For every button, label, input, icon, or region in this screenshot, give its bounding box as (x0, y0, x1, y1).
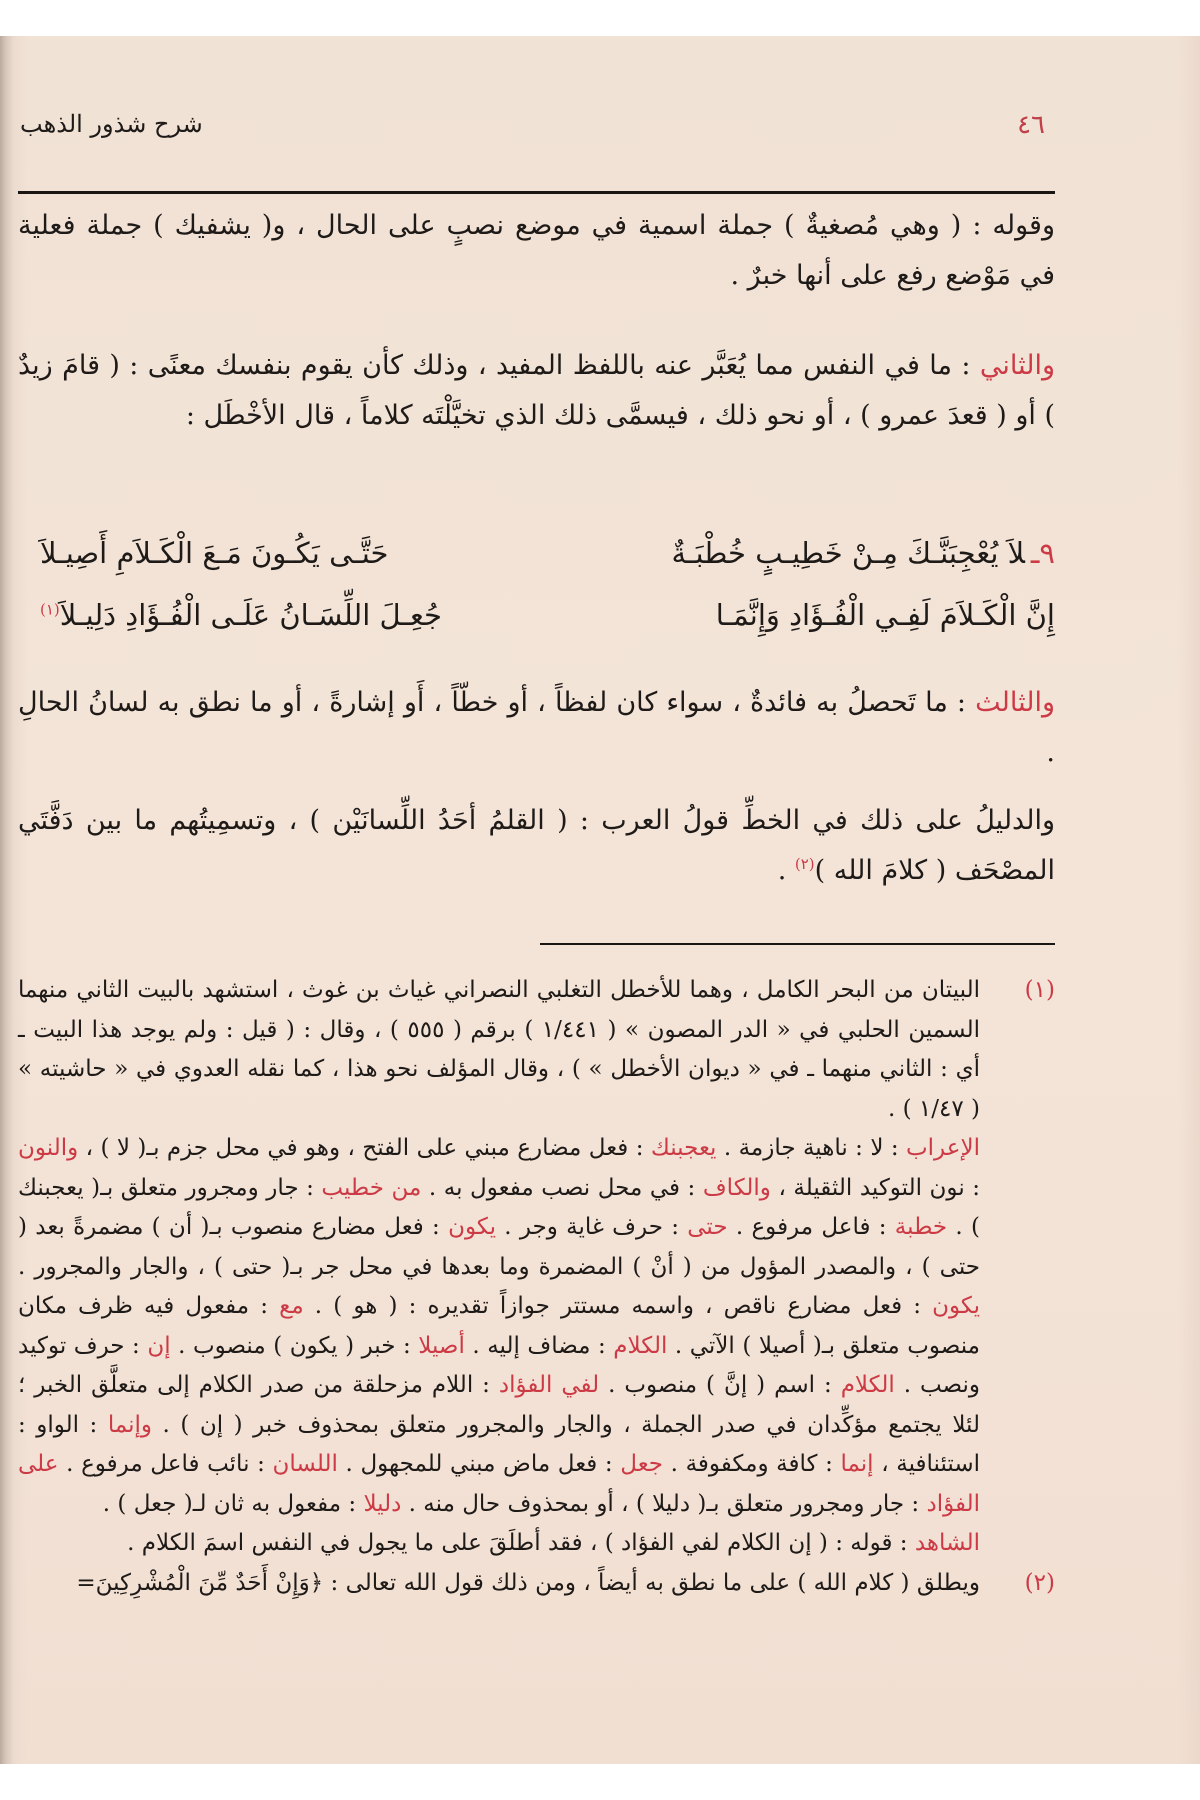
footnote-2 (18, 1564, 1055, 1604)
footnote-1 (18, 971, 1055, 1564)
footnote-divider (540, 943, 1055, 945)
text-run: والدليلُ على ذلك في الخطِّ قولُ العرب : ( القلمُ أحَدُ اللِّسانَيْن ) ، وتسمِيتُهم ما بين دَفَّتَي المصْحَف ( كلامَ الله ) (18, 805, 1055, 886)
text-run: : فعل مضارع ناقص ، واسمه مستتر جوازاً تقديره : ( هو ) . (303, 1293, 933, 1319)
footnote-marker: (١) (1024, 977, 1055, 1003)
highlighted-term: على الفؤاد (18, 1451, 980, 1517)
page-header (18, 108, 1055, 152)
text-run: : اسم ( إنَّ ) منصوب . (599, 1372, 841, 1398)
text-run: : حرف غاية وجر . (495, 1214, 688, 1240)
text-run: : مضاف إليه . (464, 1332, 614, 1359)
text-run: : جار ومجرور متعلق بـ( دليلا ) ، أو بمحذوف حال منه . (401, 1490, 927, 1517)
text-run: : في محل نصب مفعول به . (421, 1174, 703, 1201)
text-run: وقوله : ( وهي مُصغيةٌ ) جملة اسمية في موضع نصبٍ على الحال ، و( يشفيك ) جملة فعلية في مَوْضع رفع على أنها خبرٌ . (18, 210, 1055, 291)
hemistich-first (555, 528, 1055, 578)
highlighted-term: الكلام (840, 1372, 895, 1398)
highlighted-term: والكاف (702, 1174, 771, 1201)
text-run: : كافة ومكفوفة . (663, 1451, 841, 1477)
hemistich-second (40, 590, 510, 640)
text-run: : فعل ماض مبني للمجهول . (337, 1451, 621, 1477)
text-run: البيتان من البحر الكامل ، وهما للأخطل التغلبي النصراني غياث بن غوث ، استشهد بالبيت الثاني منهما السمين الحلبي في « الدر المصون » ( ١/٤٤١ ) برقم ( ٥٥٥ ) ، وقال : ( قيل : ولم يوجد هذا البيت ـ أي : الثاني منهما ـ في « ديوان الأخطل » ) ، وقال المؤلف نحو هذا ، كما نقله العدوي في « حاشيته » ( ١/٤٧ ) . (18, 977, 980, 1122)
text-run: : ما تَحصلُ به فائدةٌ ، سواء كان لفظاً ، أو خطّاً ، أَو إشارةً ، أو ما نطق به لسانُ الحالِ . (18, 687, 1055, 768)
highlighted-term: خطبة (894, 1214, 948, 1240)
header-divider (18, 191, 1055, 194)
highlighted-term: يعجبنك (650, 1135, 717, 1161)
body-paragraph (18, 341, 1055, 441)
text-run: : مفعول فيه ظرف مكان منصوب متعلق بـ( أصيلا ) الآتي . (18, 1293, 980, 1359)
highlighted-term: والثالث (975, 687, 1055, 718)
footnote-text (18, 1564, 980, 1604)
poem-block (18, 528, 1055, 652)
text-run: : فاعل مرفوع . (727, 1214, 895, 1240)
highlighted-term: يكون (932, 1293, 980, 1319)
text-run: = (76, 1569, 96, 1596)
footnote-evidence (18, 1524, 980, 1564)
highlighted-term: لفي الفؤاد (498, 1372, 600, 1398)
highlighted-term: يكون (448, 1214, 496, 1240)
hemistich-text: لاَ يُعْجِبَنَّـكَ مِـنْ خَطِيـبٍ خُطْبَـةٌ (671, 536, 1025, 570)
highlighted-term: حتى (687, 1214, 728, 1240)
poem-verse (18, 528, 1055, 590)
text-run: : مفعول به ثان لـ( جعل ) . (102, 1490, 364, 1517)
footnote-source-text (18, 971, 980, 1129)
highlighted-term: الشاهد (914, 1530, 980, 1556)
text-run: : فعل مضارع منصوب بـ( أن ) مضمرةً بعد ( حتى ) ، والمصدر المؤول من ( أنْ ) المضمرة وما بعدها في محل جر بـ( حتى ) ، والجار والمجرور . (18, 1214, 980, 1280)
poem-verse (18, 590, 1055, 652)
text-run: ويطلق ( كلام الله ) على ما نطق به أيضاً ، ومن ذلك قول الله تعالى : (323, 1569, 980, 1596)
hemistich-first: إِنَّ الْكَـلاَمَ لَفِـي الْفُـؤَادِ وَإِنَّمَـا (715, 598, 1055, 632)
quran-quote: ﴿وَإِنْ أَحَدٌ مِّنَ الْمُشْرِكِينَ (95, 1569, 324, 1596)
highlighted-term: وإنما (107, 1411, 153, 1438)
body-paragraph (18, 678, 1055, 778)
text-run: : نائب فاعل مرفوع . (58, 1451, 273, 1477)
highlighted-term: إنما (840, 1451, 874, 1477)
text-run: : قوله : ( إن الكلام لفي الفؤاد ) ، فقد أطلَقَ على ما يجول في النفس اسمَ الكلام . (127, 1530, 915, 1556)
page-number: ٤٦ (1017, 110, 1045, 140)
footnote-ref[interactable]: (٢) (794, 855, 815, 873)
highlighted-term: الكلام (613, 1332, 668, 1359)
text-run: . (777, 855, 795, 886)
text-run: : خبر ( يكون ) منصوب . (170, 1332, 419, 1359)
text-run: : جار ومجرور متعلق بـ( يعجبنك ) . (18, 1174, 980, 1240)
highlighted-term: أصيلا (418, 1332, 465, 1359)
footnotes-section (18, 971, 1055, 1603)
text-run: : اللام مزحلقة من صدر الكلام إلى متعلَّق الخبر ؛ لئلا يجتمع مؤكِّدان في صدر الجملة ، والجار والمجرور متعلق بمحذوف خبر ( إن ) . (18, 1372, 980, 1438)
text-run: : لا : ناهية جازمة . (716, 1135, 907, 1161)
footnote-marker: (٢) (1024, 1569, 1055, 1596)
highlighted-term: مع (279, 1293, 304, 1319)
book-page (0, 36, 1200, 1764)
body-paragraph (18, 201, 1055, 301)
verse-number: ٩ـ (1030, 536, 1055, 570)
footnote-grammar-analysis (18, 1129, 980, 1524)
text-run: : حرف توكيد ونصب . (18, 1332, 980, 1398)
highlighted-term: اللسان (272, 1451, 338, 1477)
highlighted-term: إن (147, 1332, 171, 1359)
text-run: : فعل مضارع مبني على الفتح ، وهو في محل جزم بـ( لا ) ، (78, 1135, 651, 1161)
highlighted-term: دليلا (363, 1490, 402, 1517)
body-paragraph (18, 796, 1055, 896)
text-run: : نون التوكيد الثقيلة ، (770, 1174, 981, 1201)
footnote-ref-1[interactable]: (١) (40, 600, 60, 619)
hemistich-text: جُعِـلَ اللِّسَـانُ عَلَـى الْفُـؤَادِ دَلِيـلاَ (59, 598, 442, 632)
book-title: شرح شذور الذهب (20, 110, 203, 138)
highlighted-term: من خطيب (321, 1174, 422, 1201)
text-run: : الواو : استئنافية ، (18, 1411, 981, 1477)
highlighted-term: والنون (18, 1135, 79, 1161)
highlighted-term: الإعراب (906, 1135, 980, 1161)
highlighted-term: والثاني (979, 350, 1055, 381)
text-run: : ما في النفس مما يُعَبَّر عنه باللفظ المفيد ، وذلك كأن يقوم بنفسك معنًى : ( قامَ زيدٌ ) أو ( قعدَ عمرو ) ، أو نحو ذلك ، فيسمَّى ذلك الذي تخيَّلْتَه كلاماً ، قال الأخْطَل : (18, 350, 1055, 431)
hemistich-second: حَتَّـى يَكُـونَ مَـعَ الْكَـلاَمِ أَصِيـلاَ (40, 536, 389, 570)
highlighted-term: جعل (620, 1451, 664, 1477)
